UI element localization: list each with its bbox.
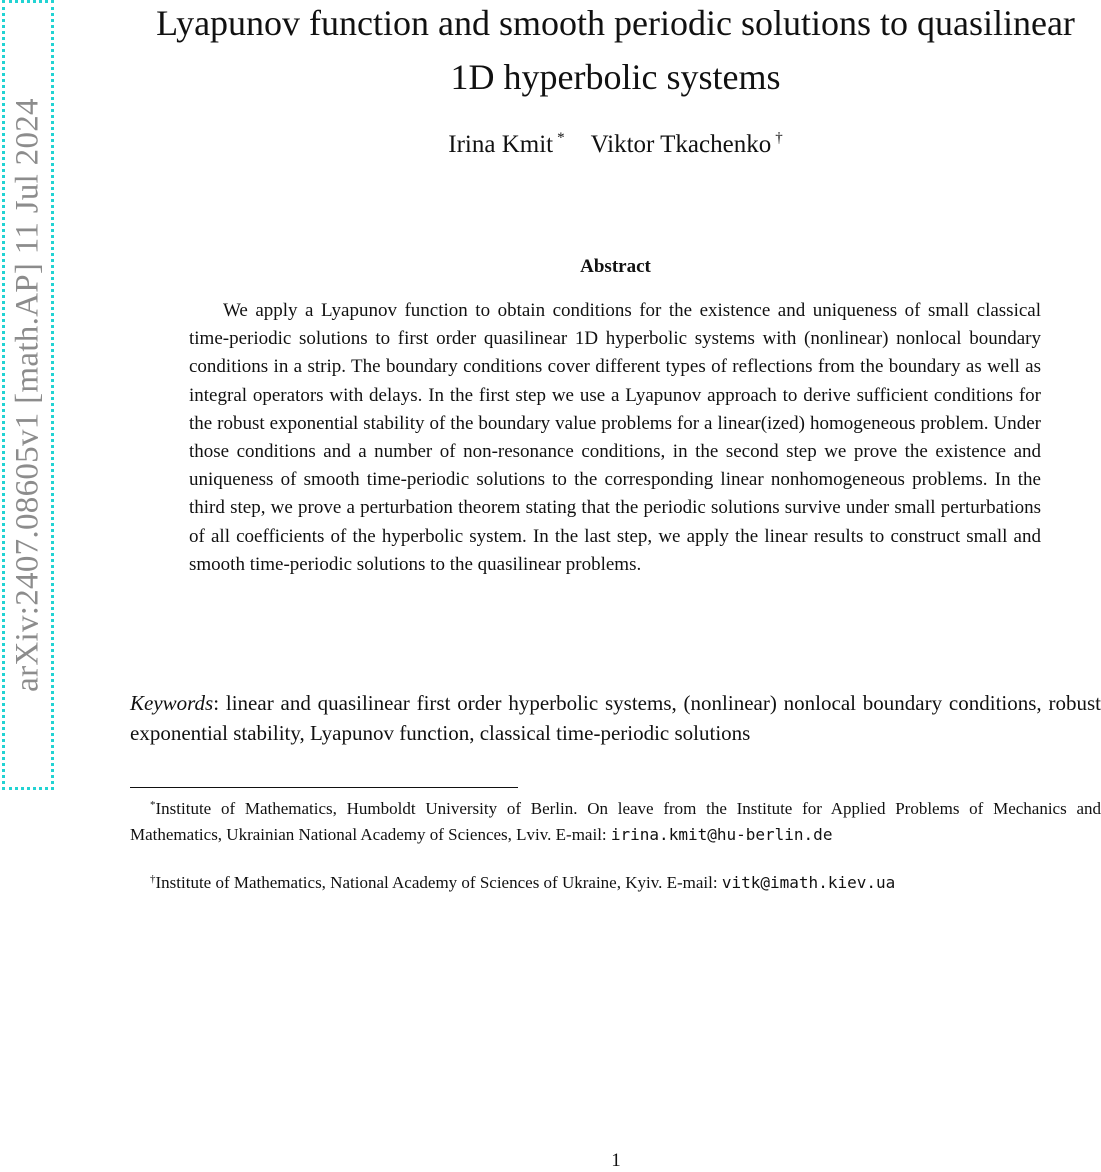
author-footnote-mark: † [775, 130, 783, 146]
email-link[interactable]: vitk@imath.kiev.ua [721, 873, 896, 892]
footnote-mark: † [150, 873, 156, 885]
arxiv-stamp [2, 0, 54, 790]
abstract-text: We apply a Lyapunov function to obtain conditions for the existence and uniqueness of small classical time-periodic solutions to first order quasilinear 1D hyperbolic systems with (nonlinear) nonlocal boundary conditions in a strip. The boundary conditions cover different types of reflections from the boundary as well as integral operators with delays. In the first step we use a Lyapunov approach to derive sufficient conditions for the robust exponential stability of the boundary value problems for a linear(ized) homogeneous problem. Under those conditions and a number of non-resonance conditions, in the second step we prove the existence and uniqueness of smooth time-periodic solutions to the corresponding linear nonhomogeneous problems. In the third step, we prove a perturbation theorem stating that the periodic solutions survive under small perturbations of all coefficients of the hyperbolic system. In the last step, we apply the linear results to construct small and smooth time-periodic solutions to the quasilinear problems. [189, 300, 1041, 575]
footnote-text: Institute of Mathematics, National Academy of Sciences of Ukraine, Kyiv. E-mail: [155, 873, 722, 892]
author-name: Viktor Tkachenko [590, 131, 772, 158]
footnote-separator [130, 787, 518, 788]
footnote-text: Institute of Mathematics, Humboldt University of Berlin. On leave from the Institute for Applied Problems of Mechanics and Mathematics, Ukrainian National Academy of Sciences, Lviv. E-mail: [130, 799, 1101, 844]
paper-title: Lyapunov function and smooth periodic solutions to quasilinear 1D hyperbolic systems [156, 3, 1075, 97]
keywords-paragraph [130, 688, 1101, 748]
page-number: 1 [611, 1150, 621, 1171]
author-footnote-mark: * [557, 130, 565, 146]
keywords-label: Keywords [130, 691, 214, 715]
arxiv-identifier: arXiv:2407.08605v1 [math.AP] 11 Jul 2024 [9, 98, 46, 692]
footnote-affiliation [130, 793, 1101, 847]
abstract-heading: Abstract [580, 256, 651, 277]
author-list [130, 130, 1101, 159]
author-name: Irina Kmit [448, 131, 554, 158]
keywords-text: : linear and quasilinear first order hyperbolic systems, (nonlinear) nonlocal boundary conditions, robust exponential stability, Lyapunov function, classical time-periodic solutions [130, 691, 1101, 745]
footnote-affiliation [130, 867, 1101, 896]
footnote-mark: * [150, 799, 156, 811]
email-link[interactable]: irina.kmit@hu-berlin.de [610, 824, 833, 844]
